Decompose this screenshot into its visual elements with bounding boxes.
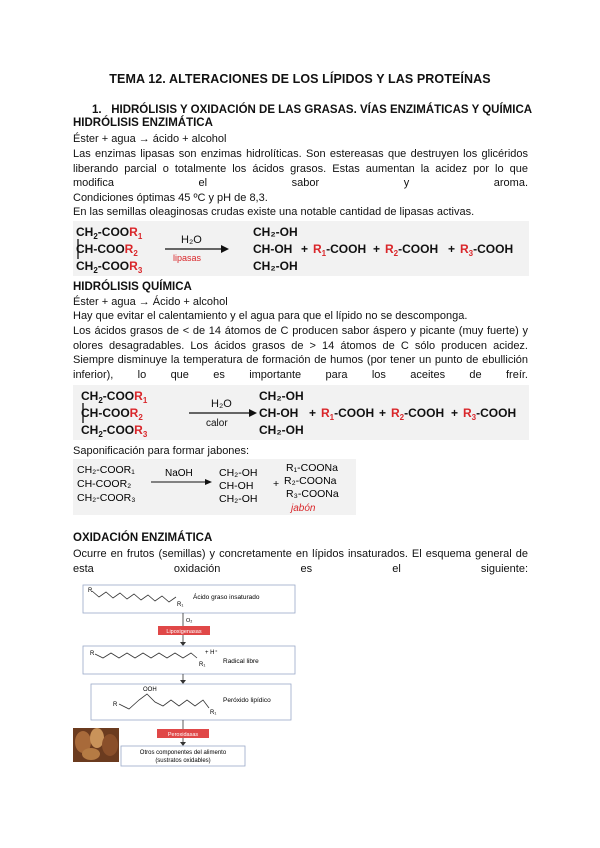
svg-text:CH-COOR2: $CH-COOR_2$ [81,406,143,422]
section-title: HIDRÓLISIS Y OXIDACIÓN DE LAS GRASAS. VÍAS ENZIMÁTICAS Y QUÍMICA [111,104,533,116]
subheading-quimica: HIDRÓLISIS QUÍMICA [73,281,192,293]
triglyceride-reactant [76,225,143,275]
svg-text:R: R [88,588,93,594]
arrow-head [249,409,257,417]
svg-text:CH₂-COOR₁: CH₂-COOR₁ [77,464,135,476]
svg-text:R₁: R₁ [210,710,217,716]
paragraph-oxidacion: Ocurre en frutos (semillas) y concretamente en lípidos insaturados. El esquema general de esta oxidación es el siguiente: [73,548,528,575]
reaction-image-calor [73,385,529,440]
reaction-image-lipasas [73,221,529,276]
heating-text: Hay que evitar el calentamiento y el agua para que el lípido no se descomponga. [73,310,468,322]
svg-text:R₃-COONa: R₃-COONa [286,488,339,500]
svg-text:OOH: OOH [143,687,157,693]
subheading-oxidacion: OXIDACIÓN ENZIMÁTICA [73,532,213,544]
svg-text:CH-COOR2: $CH-COOR_2$ [76,242,138,258]
section-number: 1. [92,104,102,116]
subheading-enzimatica: HIDRÓLISIS ENZIMÁTICA [73,117,213,129]
svg-text:Otros componentes del alimento: Otros componentes del alimento [139,750,227,756]
conditions-text: Condiciones óptimas 45 ºC y pH de 8,3. [73,192,268,204]
svg-text:R₁: R₁ [199,662,206,668]
svg-text:CH₂-OH: CH₂-OH [253,259,298,273]
svg-text:+ H⁺: + H⁺ [205,650,218,656]
svg-text:Peroxidasas: Peroxidasas [167,732,199,738]
acid-r1: $R_1$-COOH [313,242,367,258]
step-peroxide [91,684,291,720]
svg-text:(sustratos oxidables): (sustratos oxidables) [155,758,211,764]
step1-label: Ácido graso insaturado [193,594,260,601]
saponificacion-label: Saponificación para formar jabones: [73,445,250,457]
reaction-diagram-2 [73,385,529,440]
svg-text:CH-OH: CH-OH [219,480,254,492]
catalyst-label: calor [206,418,228,429]
svg-text:Lipoxigenasas: Lipoxigenasas [166,629,202,635]
step-fatty-acid [83,585,295,613]
svg-text:+: + [379,406,387,420]
svg-text:CH₂-OH: CH₂-OH [219,467,258,479]
equation-text-2: Éster + agua → Ácido + alcohol [73,296,228,308]
svg-text:R₁-COONa: R₁-COONa [286,462,338,474]
svg-text:R1-COOH: $R_1$-COOH [321,406,375,422]
svg-text:CH-COOR₂: CH-COOR₂ [77,478,132,490]
svg-text:CH2-COOR1: $CH_2-COOR_1$ [76,225,143,241]
svg-text:CH₂-OH: CH₂-OH [253,225,298,239]
oxidation-scheme [73,582,303,768]
food-image [73,728,119,762]
equation-text: Éster + agua → ácido + alcohol [73,133,227,145]
svg-text:CH2-COOR3: $CH_2-COOR_3$ [81,423,148,439]
step-other-components [121,746,245,766]
step3-label: Peróxido lipídico [223,697,271,704]
reagent-label: H₂O [181,234,202,246]
svg-text:+: + [451,406,459,420]
svg-text:CH-OH: CH-OH [253,242,293,256]
svg-text:R₁: R₁ [177,602,184,608]
glycerol-product [259,389,304,437]
saponification-diagram [73,459,356,515]
catalyst-label: lipasas [173,253,202,263]
step2-label: Radical libre [223,658,259,665]
saponification-image [73,459,356,515]
svg-text:+: + [273,478,280,490]
svg-text:R2-COOH: $R_2$-COOH [391,406,445,422]
svg-text:O₂: O₂ [186,618,193,624]
glycerol-product [253,225,298,273]
svg-text:+: + [301,242,309,256]
paragraph-acidos: Los ácidos grasos de < de 14 átomos de C producen sabor áspero y picante (muy fuerte) y olores desagradables. Los ácidos grasos de > 14 átomos de C sólo producen acidez. [73,325,528,352]
arrow-head [221,245,229,253]
jabon-label: jabón [291,503,316,514]
step-radical [83,646,295,674]
svg-text:R: R [90,651,95,657]
svg-text:+: + [309,406,317,420]
acid-r3: $R_3$-COOH [460,242,514,258]
svg-text:R₂-COONa: R₂-COONa [284,475,337,487]
svg-text:+: + [448,242,456,256]
section-heading [92,104,532,116]
svg-text:CH2-COOR3: $CH_2-COOR_3$ [76,259,143,275]
svg-text:CH2-COOR1: $CH_2-COOR_1$ [81,389,148,405]
svg-text:+: + [373,242,381,256]
svg-text:CH₂-OH: CH₂-OH [259,423,304,437]
seeds-text: En las semillas oleaginosas crudas existe una notable cantidad de lipasas activas. [73,206,475,218]
acid-r2: $R_2$-COOH [385,242,439,258]
svg-text:CH₂-OH: CH₂-OH [219,493,258,505]
svg-text:CH₂-OH: CH₂-OH [259,389,304,403]
paragraph-humos: Siempre disminuye la temperatura de formación de humos (por tener un punto de ebullición inferior), lo que es importante para los aceites de freír. [73,354,528,381]
svg-text:CH-OH: CH-OH [259,406,299,420]
triglyceride-reactant [81,389,148,439]
reagent-label: H₂O [211,398,232,410]
paragraph-lipasas: Las enzimas lipasas son enzimas hidrolíticas. Son estereasas que destruyen los glicéridos liberando parcial o totalmente los ácidos grasos. Estas aumentan la acidez por lo que modifica el sabor y aroma. [73,148,528,189]
naoh-label: NaOH [165,468,193,479]
svg-text:CH₂-COOR₃: CH₂-COOR₃ [77,492,136,504]
page-title: TEMA 12. ALTERACIONES DE LOS LÍPIDOS Y LAS PROTEÍNAS [109,72,491,86]
svg-text:R3-COOH: $R_3$-COOH [463,406,517,422]
reaction-diagram [73,221,529,276]
svg-text:R: R [113,702,118,708]
